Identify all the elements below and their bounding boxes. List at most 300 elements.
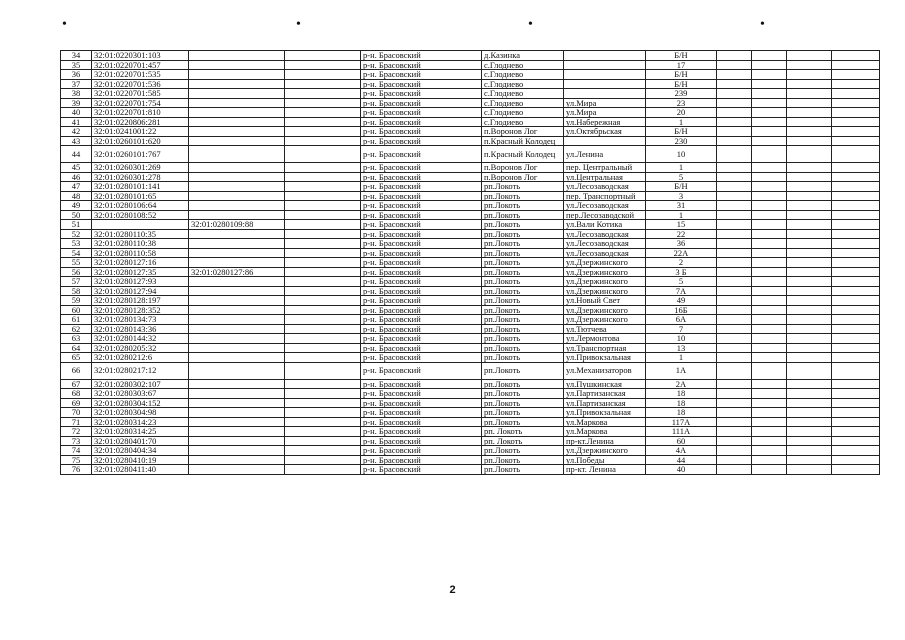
cadastral-number-cell: 32:01:0220701:535 [92,70,189,80]
previous-number-cell [189,343,285,353]
empty-cell [285,79,361,89]
empty-cell [717,182,752,192]
house-number-cell: 18 [646,398,717,408]
cadastral-number-cell: 32:01:0280303:67 [92,389,189,399]
house-number-cell: 1 [646,117,717,127]
district-cell: р-н. Брасовский [361,172,482,182]
district-cell: р-н. Брасовский [361,108,482,118]
settlement-cell: рп.Локоть [482,296,564,306]
empty-cell [752,210,787,220]
empty-cell [752,146,787,163]
empty-cell [752,98,787,108]
empty-cell [717,324,752,334]
row-number-cell: 75 [61,455,92,465]
cadastral-number-cell: 32:01:0280401:70 [92,436,189,446]
street-cell [564,89,646,99]
empty-cell [752,172,787,182]
row-number-cell: 54 [61,248,92,258]
row-number-cell: 56 [61,267,92,277]
empty-cell [285,136,361,146]
house-number-cell: 10 [646,334,717,344]
cadastral-number-cell: 32:01:0280304:98 [92,408,189,418]
cadastral-number-cell [92,220,189,230]
empty-cell [752,89,787,99]
row-number-cell: 69 [61,398,92,408]
street-cell: ул.Дзержинского [564,446,646,456]
empty-cell [832,315,880,325]
empty-cell [787,146,832,163]
settlement-cell: рп.Локоть [482,182,564,192]
empty-cell [752,379,787,389]
settlement-cell: рп.Локоть [482,389,564,399]
empty-cell [285,191,361,201]
table-row [61,239,880,249]
previous-number-cell [189,239,285,249]
cadastral-number-cell: 32:01:0280128:352 [92,305,189,315]
empty-cell [787,210,832,220]
empty-cell [717,98,752,108]
empty-cell [752,163,787,173]
empty-cell [752,455,787,465]
house-number-cell: 20 [646,108,717,118]
empty-cell [752,465,787,475]
previous-number-cell [189,201,285,211]
settlement-cell: д.Казинка [482,51,564,61]
house-number-cell: 17 [646,60,717,70]
empty-cell [752,229,787,239]
empty-cell [717,210,752,220]
empty-cell [717,334,752,344]
district-cell: р-н. Брасовский [361,98,482,108]
settlement-cell: рп.Локоть [482,201,564,211]
empty-cell [717,201,752,211]
house-number-cell: 230 [646,136,717,146]
cadastral-number-cell: 32:01:0280404:34 [92,446,189,456]
empty-cell [787,427,832,437]
empty-cell [717,220,752,230]
table-row [61,408,880,418]
empty-cell [832,70,880,80]
empty-cell [285,117,361,127]
empty-cell [787,446,832,456]
district-cell: р-н. Брасовский [361,201,482,211]
table-row [61,220,880,230]
previous-number-cell [189,191,285,201]
house-number-cell: 16Б [646,305,717,315]
empty-cell [285,201,361,211]
district-cell: р-н. Брасовский [361,362,482,379]
previous-number-cell [189,305,285,315]
scan-mark: • [296,17,301,32]
empty-cell [285,408,361,418]
previous-number-cell [189,296,285,306]
empty-cell [787,296,832,306]
empty-cell [752,70,787,80]
empty-cell [285,362,361,379]
scan-mark: • [760,17,765,32]
district-cell: р-н. Брасовский [361,436,482,446]
empty-cell [787,324,832,334]
empty-cell [832,191,880,201]
previous-number-cell [189,334,285,344]
table-row [61,267,880,277]
district-cell: р-н. Брасовский [361,220,482,230]
empty-cell [717,379,752,389]
row-number-cell: 51 [61,220,92,230]
empty-cell [832,258,880,268]
empty-cell [832,117,880,127]
empty-cell [752,446,787,456]
empty-cell [717,229,752,239]
settlement-cell: с.Глодиево [482,79,564,89]
empty-cell [832,136,880,146]
settlement-cell: рп.Локоть [482,239,564,249]
table-row [61,296,880,306]
previous-number-cell [189,277,285,287]
previous-number-cell [189,315,285,325]
cadastral-number-cell: 32:01:0220701:585 [92,89,189,99]
empty-cell [787,343,832,353]
table-row [61,163,880,173]
house-number-cell: 10 [646,146,717,163]
empty-cell [787,220,832,230]
previous-number-cell [189,408,285,418]
previous-number-cell [189,163,285,173]
empty-cell [717,239,752,249]
empty-cell [832,89,880,99]
empty-cell [832,127,880,137]
previous-number-cell [189,108,285,118]
district-cell: р-н. Брасовский [361,334,482,344]
cadastral-number-cell: 32:01:0220701:754 [92,98,189,108]
street-cell: ул.Маркова [564,427,646,437]
empty-cell [787,455,832,465]
empty-cell [285,389,361,399]
empty-cell [832,163,880,173]
house-number-cell: 60 [646,436,717,446]
empty-cell [832,455,880,465]
street-cell: пер.Лесозаводской [564,210,646,220]
table-row [61,455,880,465]
table-row [61,427,880,437]
street-cell: ул.Пушкинская [564,379,646,389]
empty-cell [752,315,787,325]
row-number-cell: 50 [61,210,92,220]
table-row [61,362,880,379]
street-cell [564,51,646,61]
empty-cell [717,258,752,268]
table-row [61,98,880,108]
empty-cell [752,201,787,211]
house-number-cell: Б/Н [646,182,717,192]
empty-cell [752,362,787,379]
empty-cell [285,379,361,389]
house-number-cell: 7 [646,324,717,334]
house-number-cell: 13 [646,343,717,353]
empty-cell [752,417,787,427]
empty-cell [832,324,880,334]
street-cell: ул.Лесозаводская [564,239,646,249]
house-number-cell: 6А [646,315,717,325]
empty-cell [717,60,752,70]
district-cell: р-н. Брасовский [361,70,482,80]
empty-cell [717,305,752,315]
settlement-cell: рп.Локоть [482,379,564,389]
empty-cell [832,248,880,258]
previous-number-cell [189,427,285,437]
settlement-cell: рп.Локоть [482,305,564,315]
empty-cell [752,191,787,201]
empty-cell [717,146,752,163]
cadastral-number-cell: 32:01:0280127:35 [92,267,189,277]
district-cell: р-н. Брасовский [361,258,482,268]
previous-number-cell [189,117,285,127]
row-number-cell: 64 [61,343,92,353]
empty-cell [717,427,752,437]
empty-cell [832,417,880,427]
row-number-cell: 39 [61,98,92,108]
street-cell [564,136,646,146]
cadastral-number-cell: 32:01:0280101:65 [92,191,189,201]
empty-cell [752,51,787,61]
empty-cell [787,239,832,249]
house-number-cell: 5 [646,277,717,287]
table-row [61,108,880,118]
street-cell: ул.Партизанская [564,398,646,408]
cadastral-number-cell: 32:01:0280212:6 [92,353,189,363]
empty-cell [752,277,787,287]
empty-cell [717,353,752,363]
district-cell: р-н. Брасовский [361,79,482,89]
table-row [61,117,880,127]
row-number-cell: 37 [61,79,92,89]
district-cell: р-н. Брасовский [361,89,482,99]
row-number-cell: 70 [61,408,92,418]
empty-cell [285,436,361,446]
cadastral-number-cell: 32:01:0280314:23 [92,417,189,427]
row-number-cell: 57 [61,277,92,287]
street-cell: ул.Дзержинского [564,305,646,315]
empty-cell [752,286,787,296]
district-cell: р-н. Брасовский [361,389,482,399]
previous-number-cell [189,89,285,99]
table-row [61,182,880,192]
empty-cell [285,296,361,306]
street-cell: ул.Дзержинского [564,315,646,325]
empty-cell [752,239,787,249]
house-number-cell: Б/Н [646,70,717,80]
empty-cell [717,398,752,408]
settlement-cell: рп. Локоть [482,436,564,446]
row-number-cell: 67 [61,379,92,389]
table-row [61,248,880,258]
street-cell: ул.Лесозаводская [564,201,646,211]
empty-cell [832,239,880,249]
empty-cell [285,229,361,239]
empty-cell [717,277,752,287]
empty-cell [832,305,880,315]
previous-number-cell [189,446,285,456]
street-cell: ул.Привокзальная [564,408,646,418]
empty-cell [832,210,880,220]
empty-cell [717,172,752,182]
district-cell: р-н. Брасовский [361,455,482,465]
previous-number-cell [189,362,285,379]
district-cell: р-н. Брасовский [361,343,482,353]
street-cell: ул.Лесозаводская [564,182,646,192]
empty-cell [717,267,752,277]
empty-cell [717,408,752,418]
empty-cell [285,427,361,437]
empty-cell [787,51,832,61]
cadastral-number-cell: 32:01:0280217:12 [92,362,189,379]
district-cell: р-н. Брасовский [361,286,482,296]
table-body [61,51,880,475]
house-number-cell: 111А [646,427,717,437]
empty-cell [787,258,832,268]
empty-cell [717,163,752,173]
district-cell: р-н. Брасовский [361,51,482,61]
district-cell: р-н. Брасовский [361,136,482,146]
previous-number-cell [189,258,285,268]
street-cell: ул.Привокзальная [564,353,646,363]
previous-number-cell [189,172,285,182]
row-number-cell: 61 [61,315,92,325]
previous-number-cell: 32:01:0280109:88 [189,220,285,230]
empty-cell [787,117,832,127]
house-number-cell: 239 [646,89,717,99]
empty-cell [787,136,832,146]
row-number-cell: 62 [61,324,92,334]
empty-cell [832,398,880,408]
row-number-cell: 63 [61,334,92,344]
empty-cell [285,305,361,315]
row-number-cell: 55 [61,258,92,268]
empty-cell [717,417,752,427]
empty-cell [717,108,752,118]
empty-cell [285,343,361,353]
street-cell: ул.Партизанская [564,389,646,399]
settlement-cell: рп.Локоть [482,334,564,344]
property-table [60,50,880,475]
row-number-cell: 74 [61,446,92,456]
district-cell: р-н. Брасовский [361,427,482,437]
table-row [61,286,880,296]
empty-cell [285,127,361,137]
house-number-cell: 44 [646,455,717,465]
district-cell: р-н. Брасовский [361,315,482,325]
row-number-cell: 35 [61,60,92,70]
empty-cell [717,51,752,61]
empty-cell [285,267,361,277]
district-cell: р-н. Брасовский [361,324,482,334]
previous-number-cell [189,182,285,192]
row-number-cell: 47 [61,182,92,192]
table-row [61,79,880,89]
cadastral-number-cell: 32:01:0280110:38 [92,239,189,249]
row-number-cell: 71 [61,417,92,427]
empty-cell [752,343,787,353]
cadastral-number-cell: 32:01:0220701:536 [92,79,189,89]
empty-cell [832,465,880,475]
house-number-cell: 117А [646,417,717,427]
house-number-cell: 22А [646,248,717,258]
street-cell: ул.Набережная [564,117,646,127]
street-cell: ул.Дзержинского [564,277,646,287]
house-number-cell: 36 [646,239,717,249]
district-cell: р-н. Брасовский [361,191,482,201]
cadastral-number-cell: 32:01:0280304:152 [92,398,189,408]
empty-cell [832,108,880,118]
empty-cell [752,220,787,230]
empty-cell [285,98,361,108]
table-row [61,127,880,137]
settlement-cell: п.Воронов Лог [482,163,564,173]
table-row [61,258,880,268]
district-cell: р-н. Брасовский [361,446,482,456]
empty-cell [832,51,880,61]
street-cell: ул.Лесозаводская [564,229,646,239]
cadastral-number-cell: 32:01:0280108:52 [92,210,189,220]
empty-cell [787,248,832,258]
street-cell: пр-кт. Ленина [564,465,646,475]
settlement-cell: с.Глодиево [482,89,564,99]
previous-number-cell [189,210,285,220]
row-number-cell: 49 [61,201,92,211]
settlement-cell: с.Глодиево [482,117,564,127]
house-number-cell: Б/Н [646,79,717,89]
table-row [61,172,880,182]
settlement-cell: рп.Локоть [482,220,564,230]
table-row [61,465,880,475]
scan-mark: • [528,17,533,32]
previous-number-cell [189,286,285,296]
street-cell: ул.Мира [564,108,646,118]
settlement-cell: рп.Локоть [482,277,564,287]
empty-cell [787,398,832,408]
table-row [61,343,880,353]
empty-cell [787,79,832,89]
settlement-cell: рп. Локоть [482,427,564,437]
cadastral-number-cell: 32:01:0280411:40 [92,465,189,475]
empty-cell [787,362,832,379]
house-number-cell: 3 Б [646,267,717,277]
settlement-cell: рп.Локоть [482,315,564,325]
previous-number-cell [189,353,285,363]
previous-number-cell [189,465,285,475]
settlement-cell: рп.Локоть [482,455,564,465]
page-number: 2 [449,584,456,596]
settlement-cell: с.Глодиево [482,70,564,80]
street-cell: пер. Центральный [564,163,646,173]
empty-cell [832,389,880,399]
settlement-cell: рп.Локоть [482,248,564,258]
empty-cell [717,89,752,99]
empty-cell [752,108,787,118]
empty-cell [752,436,787,446]
empty-cell [285,108,361,118]
settlement-cell: рп.Локоть [482,210,564,220]
empty-cell [717,455,752,465]
house-number-cell: 3 [646,191,717,201]
empty-cell [787,334,832,344]
empty-cell [787,389,832,399]
table-row [61,353,880,363]
empty-cell [832,436,880,446]
empty-cell [285,315,361,325]
empty-cell [285,455,361,465]
previous-number-cell [189,455,285,465]
